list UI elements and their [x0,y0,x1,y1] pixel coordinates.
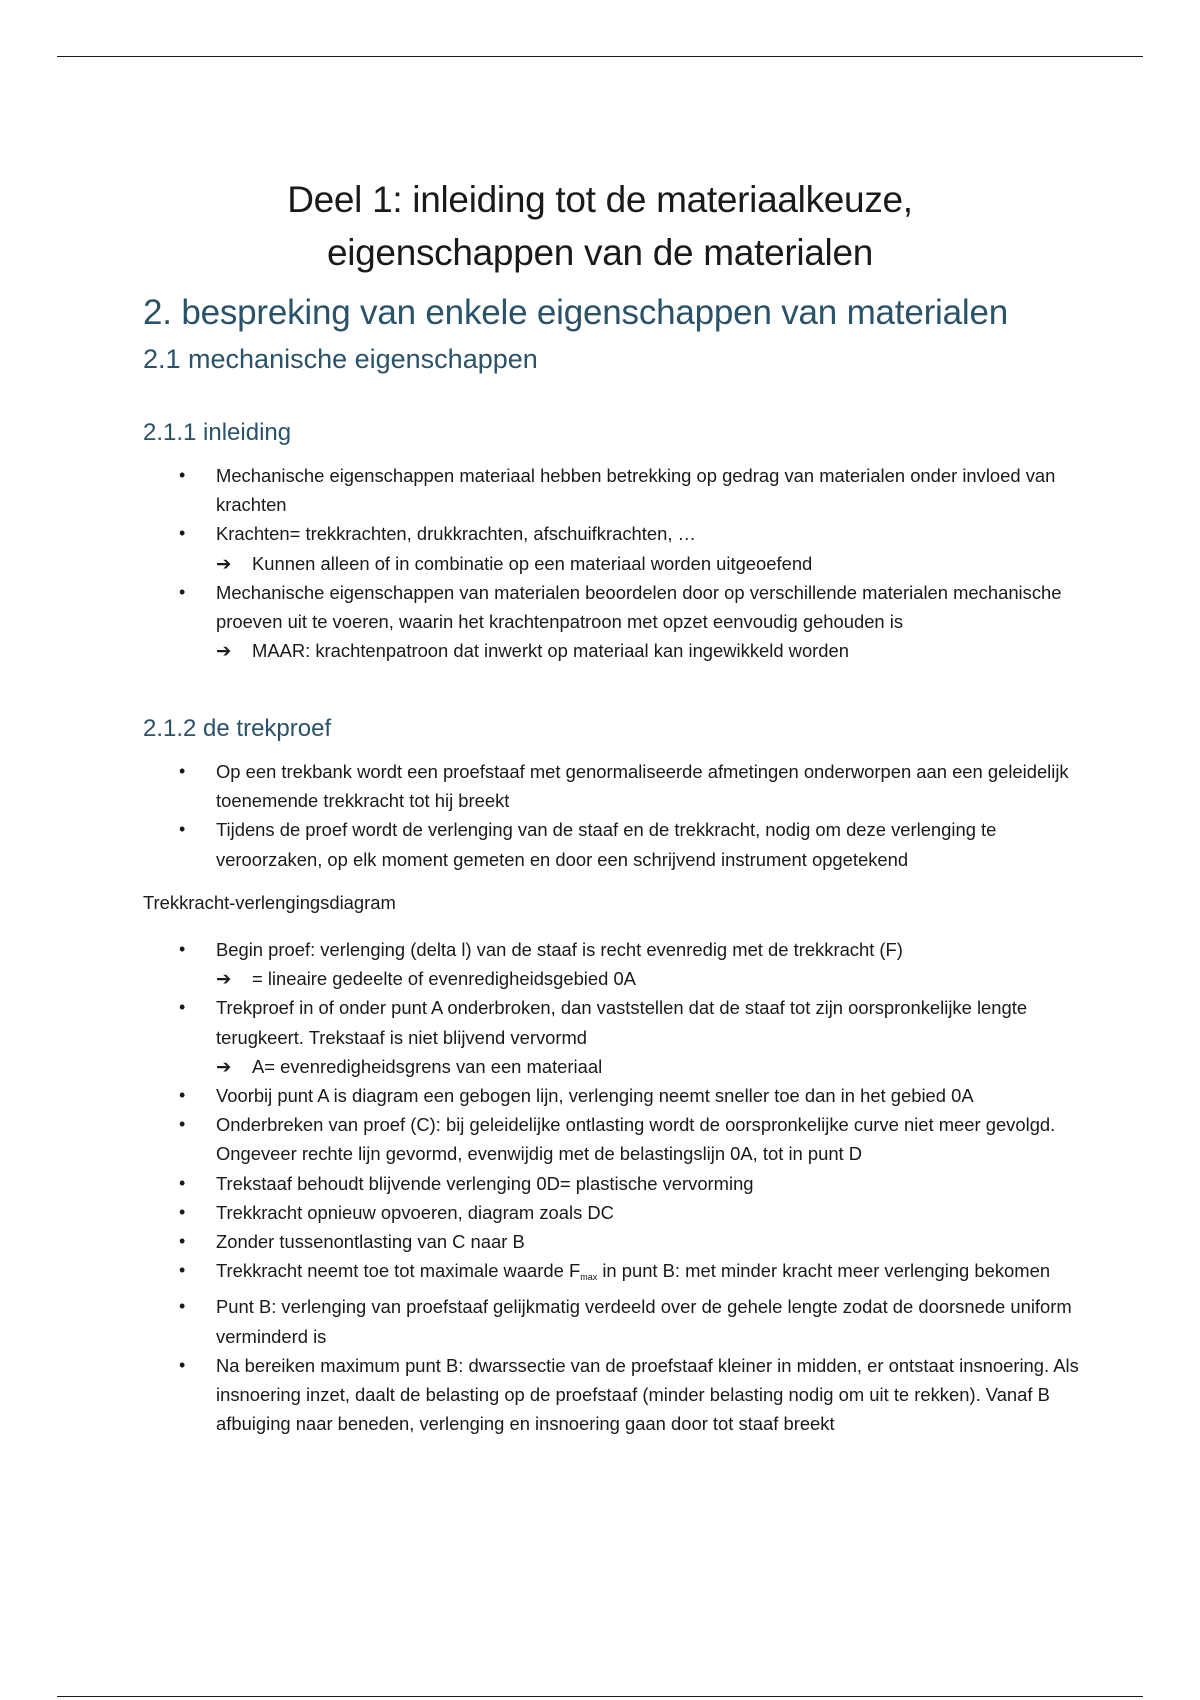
bullet-icon: • [179,1172,186,1193]
trekproef-list [143,757,1083,874]
list-item [143,757,1083,815]
arrow-text: A= evenredigheidsgrens van een materiaal [252,1055,603,1077]
bullet-icon: • [179,1114,186,1135]
list-item-text: Zonder tussenontlasting van C naar B [216,1231,525,1253]
document-title-line-2: eigenschappen van de materialen [326,231,874,273]
bullet-icon: • [179,1354,186,1375]
list-item-text: Punt B: verlenging van proefstaaf gelijkmatig verdeeld over de gehele lengte zodat de doorsnede uniform verminderd is [216,1296,1072,1347]
bottom-rule [57,1696,1143,1697]
section-heading: 2.1 mechanische eigenschappen [143,344,538,374]
bullet-icon: • [179,1231,186,1252]
list-item-text: Mechanische eigenschappen van materialen beoordelen door op verschillende materialen mechanische proeven uit te voeren, waarin het krachtenpatroon met opzet eenvoudig gehouden is [216,581,1062,633]
arrow-line [216,549,1083,578]
bullet-icon: • [179,939,186,959]
right-arrow-icon: ➔ [216,1055,232,1077]
list-item-text-end: in punt B: met minder kracht meer verlenging bekomen [597,1260,1051,1282]
diagram-label: Trekkracht-verlengingsdiagram [143,892,396,913]
bullet-icon: • [179,819,186,840]
list-item-text: Onderbreken van proef (C): bij geleidelijke ontlasting wordt de oorspronkelijke curve niet meer gevolgd. Ongeveer rechte lijn gevormd, evenwijdig met de belastingslijn 0A, tot in punt D [216,1114,1056,1165]
subsection-heading-trekproef: 2.1.2 de trekproef [143,715,332,742]
fmax-subscript: max [580,1272,598,1283]
chapter-heading: 2. bespreking van enkele eigenschappen van materialen [143,293,1008,332]
top-rule [57,56,1143,57]
arrow-line [216,636,1083,665]
subsection-heading-inleiding: 2.1.1 inleiding [143,419,292,446]
arrow-text: MAAR: krachtenpatroon dat inwerkt op materiaal kan ingewikkeld worden [252,640,849,662]
bullet-icon: • [179,581,186,602]
list-item [143,1256,1083,1292]
diagram-list [143,935,1083,1438]
inleiding-list-block [143,461,1083,665]
bullet-icon: • [179,523,186,544]
bullet-icon: • [179,1296,186,1317]
list-item [143,935,1083,993]
arrow-text: Kunnen alleen of in combinatie op een materiaal worden uitgeoefend [252,552,813,574]
diagram-list-block [143,935,1083,1438]
list-item [143,578,1083,666]
list-item [143,1198,1083,1227]
list-item [143,1351,1083,1439]
list-item [143,461,1083,519]
list-item [143,1081,1083,1110]
list-item [143,993,1083,1081]
list-item [143,1110,1083,1168]
bullet-icon: • [179,761,186,781]
list-item-text-start: Trekkracht neemt toe tot maximale waarde F [216,1260,581,1282]
list-item-text: Trekstaaf behoudt blijvende verlenging 0D= plastische vervorming [216,1172,754,1194]
document-title [0,173,1200,279]
list-item-text: Trekproef in of onder punt A onderbroken, dan vaststellen dat de staaf tot zijn oorspronkelijke lengte terugkeert. Trekstaaf is niet blijvend vervormd [216,997,1028,1048]
list-item-text: Op een trekbank wordt een proefstaaf met genormaliseerde afmetingen onderworpen aan een geleidelijk toenemende trekkracht tot hij breekt [216,761,1069,812]
arrow-line [216,964,1083,993]
list-item-text: Trekkracht opnieuw opvoeren, diagram zoals DC [216,1201,614,1223]
trekproef-list-block [143,757,1083,874]
list-item [143,1292,1083,1350]
arrow-text: = lineaire gedeelte of evenredigheidsgebied 0A [252,968,636,990]
arrow-line [216,1052,1083,1081]
right-arrow-icon: ➔ [216,640,232,662]
document-title-line-1: Deel 1: inleiding tot de materiaalkeuze, [287,178,913,220]
bullet-icon: • [179,997,186,1018]
list-item-text: Krachten= trekkrachten, drukkrachten, afschuifkrachten, … [216,523,696,545]
list-item [143,519,1083,577]
list-item [143,1169,1083,1198]
list-item [143,1227,1083,1256]
list-item-text: Na bereiken maximum punt B: dwarssectie van de proefstaaf kleiner in midden, er ontstaat insnoering. Als insnoering inzet, daalt de belasting op de proefstaaf (minder belasting nodig om uit te rekken). Vanaf B afbuiging naar beneden, verlenging en insnoering gaan door tot staaf breekt [216,1354,1079,1435]
list-item-text: Tijdens de proef wordt de verlenging van de staaf en de trekkracht, nodig om deze verlenging te veroorzaken, op elk moment gemeten en door een schrijvend instrument opgetekend [216,819,997,870]
right-arrow-icon: ➔ [216,552,232,574]
list-item-text: Mechanische eigenschappen materiaal hebben betrekking op gedrag van materialen onder invloed van krachten [216,465,1056,516]
bullet-icon: • [179,465,186,485]
bullet-icon: • [179,1085,186,1106]
right-arrow-icon: ➔ [216,968,232,990]
bullet-icon: • [179,1260,186,1281]
bullet-icon: • [179,1201,186,1222]
list-item-text: Voorbij punt A is diagram een gebogen lijn, verlenging neemt sneller toe dan in het gebied 0A [216,1085,974,1107]
list-item [143,815,1083,873]
list-item-text: Begin proef: verlenging (delta l) van de staaf is recht evenredig met de trekkracht (F) [216,939,903,960]
inleiding-list [143,461,1083,665]
